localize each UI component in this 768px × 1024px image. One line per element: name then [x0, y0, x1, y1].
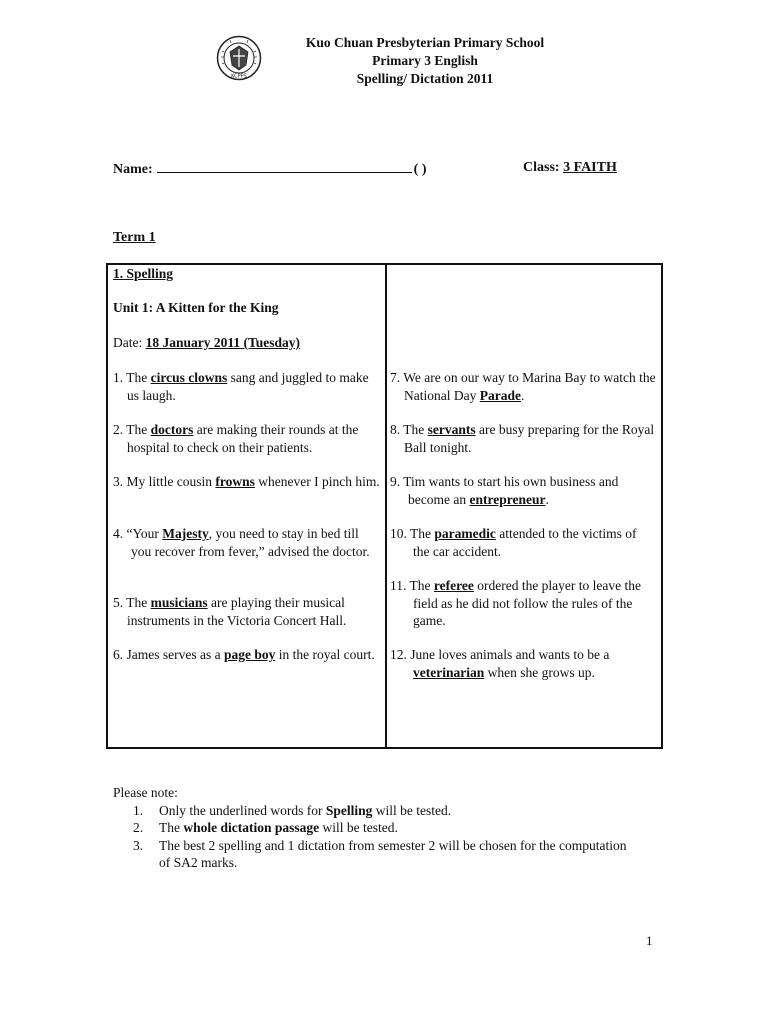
item-text: 4. “Your	[113, 526, 163, 541]
note-text: The	[159, 820, 184, 835]
date-label: Date:	[113, 335, 143, 350]
note-text: Only the underlined words for	[159, 802, 326, 818]
document-header	[260, 34, 590, 88]
notes-section	[113, 784, 633, 872]
notes-heading: Please note:	[113, 785, 178, 800]
list-item	[113, 525, 381, 560]
term-heading: Term 1	[113, 230, 156, 245]
item-text: are making their rounds at the hospital to check on their patients.	[127, 422, 359, 455]
document-title: Spelling/ Dictation 2011	[356, 71, 494, 86]
item-text: attended to the victims of the car accident.	[413, 526, 637, 559]
list-item	[390, 577, 656, 630]
item-text: 7. We are on our way to Marina Bay to watch the National Day	[390, 370, 656, 403]
note-item	[113, 802, 633, 820]
spelling-word: veterinarian	[413, 664, 485, 680]
note-text: will be tested.	[319, 820, 398, 835]
unit-title: Unit 1: A Kitten for the King	[113, 300, 279, 315]
name-label: Name:	[113, 162, 153, 177]
item-text: in the royal court.	[275, 647, 375, 662]
note-item	[113, 819, 633, 837]
spelling-word: entrepreneur	[469, 491, 546, 507]
class-label: Class:	[523, 160, 560, 175]
table-divider	[385, 265, 387, 747]
item-text: are busy preparing for the Royal Ball tonight.	[404, 422, 655, 455]
item-text: 2. The	[113, 422, 151, 437]
item-text: 8. The	[390, 422, 428, 437]
item-text: 3. My little cousin	[113, 474, 216, 489]
spelling-word: musicians	[150, 595, 208, 610]
note-text: The best 2 spelling and 1 dictation from semester 2 will be chosen for the computation of SA2 marks.	[159, 837, 627, 870]
item-text: 9. Tim wants to start his own business and become an	[390, 474, 619, 507]
list-item	[113, 594, 381, 629]
list-item	[390, 525, 656, 560]
class-field	[523, 160, 617, 176]
list-item	[390, 369, 656, 404]
item-text: .	[520, 387, 525, 403]
list-item	[113, 473, 381, 491]
spelling-word: servants	[427, 422, 476, 437]
item-text: 12. June loves animals and wants to be a	[390, 647, 610, 662]
spelling-word: Majesty	[162, 526, 209, 541]
list-item	[390, 646, 656, 681]
list-item	[113, 646, 381, 664]
item-text: 1. The	[113, 370, 151, 385]
item-text: whenever I pinch him.	[254, 474, 380, 489]
note-number: 1.	[133, 802, 144, 818]
name-field	[113, 160, 426, 178]
item-text: 6. James serves as a	[113, 647, 224, 662]
item-text: sang and juggled to make us laugh.	[127, 370, 369, 403]
item-text: ordered the player to leave the field as he did not follow the rules of the game.	[413, 578, 642, 628]
note-number: 2.	[133, 820, 144, 835]
spelling-word: paramedic	[434, 526, 496, 541]
note-emphasis: whole dictation passage	[183, 820, 320, 835]
class-value: 3 FAITH	[563, 160, 617, 175]
item-text: 10. The	[390, 526, 435, 541]
item-text: 11. The	[390, 578, 434, 593]
spelling-word: Parade	[479, 387, 521, 403]
section-heading: 1. Spelling	[113, 266, 174, 281]
spelling-word: page boy	[223, 647, 276, 662]
item-text: , you need to stay in bed till you recover from fever,” advised the doctor.	[131, 526, 370, 559]
svg-text:KCPPS: KCPPS	[231, 73, 247, 80]
note-text: will be tested.	[372, 802, 452, 818]
subject-line: Primary 3 English	[372, 53, 478, 68]
spelling-word: frowns	[215, 474, 255, 489]
note-emphasis: Spelling	[325, 802, 373, 818]
note-item	[113, 837, 633, 872]
item-text: are playing their musical instruments in the Victoria Concert Hall.	[127, 595, 347, 628]
date-value: 18 January 2011 (Tuesday)	[145, 335, 301, 350]
spelling-word: doctors	[150, 422, 194, 437]
unit-line-block	[113, 299, 381, 317]
spelling-word: referee	[433, 578, 474, 593]
school-name: Kuo Chuan Presbyterian Primary School	[305, 35, 545, 50]
page-number: 1	[646, 933, 653, 948]
school-crest-icon	[216, 35, 262, 81]
name-blank-line	[157, 160, 412, 173]
section-heading-block	[113, 265, 381, 283]
note-number: 3.	[133, 837, 144, 853]
list-item	[390, 473, 656, 508]
spelling-word: circus clowns	[150, 370, 228, 385]
item-text: .	[545, 491, 549, 507]
list-item	[390, 421, 656, 456]
list-item	[113, 421, 381, 456]
list-item	[113, 369, 381, 404]
date-line-block	[113, 334, 381, 352]
register-number-paren: ( )	[413, 162, 427, 177]
notes-list	[113, 802, 633, 872]
item-text: when she grows up.	[484, 664, 595, 680]
item-text: 5. The	[113, 595, 151, 610]
